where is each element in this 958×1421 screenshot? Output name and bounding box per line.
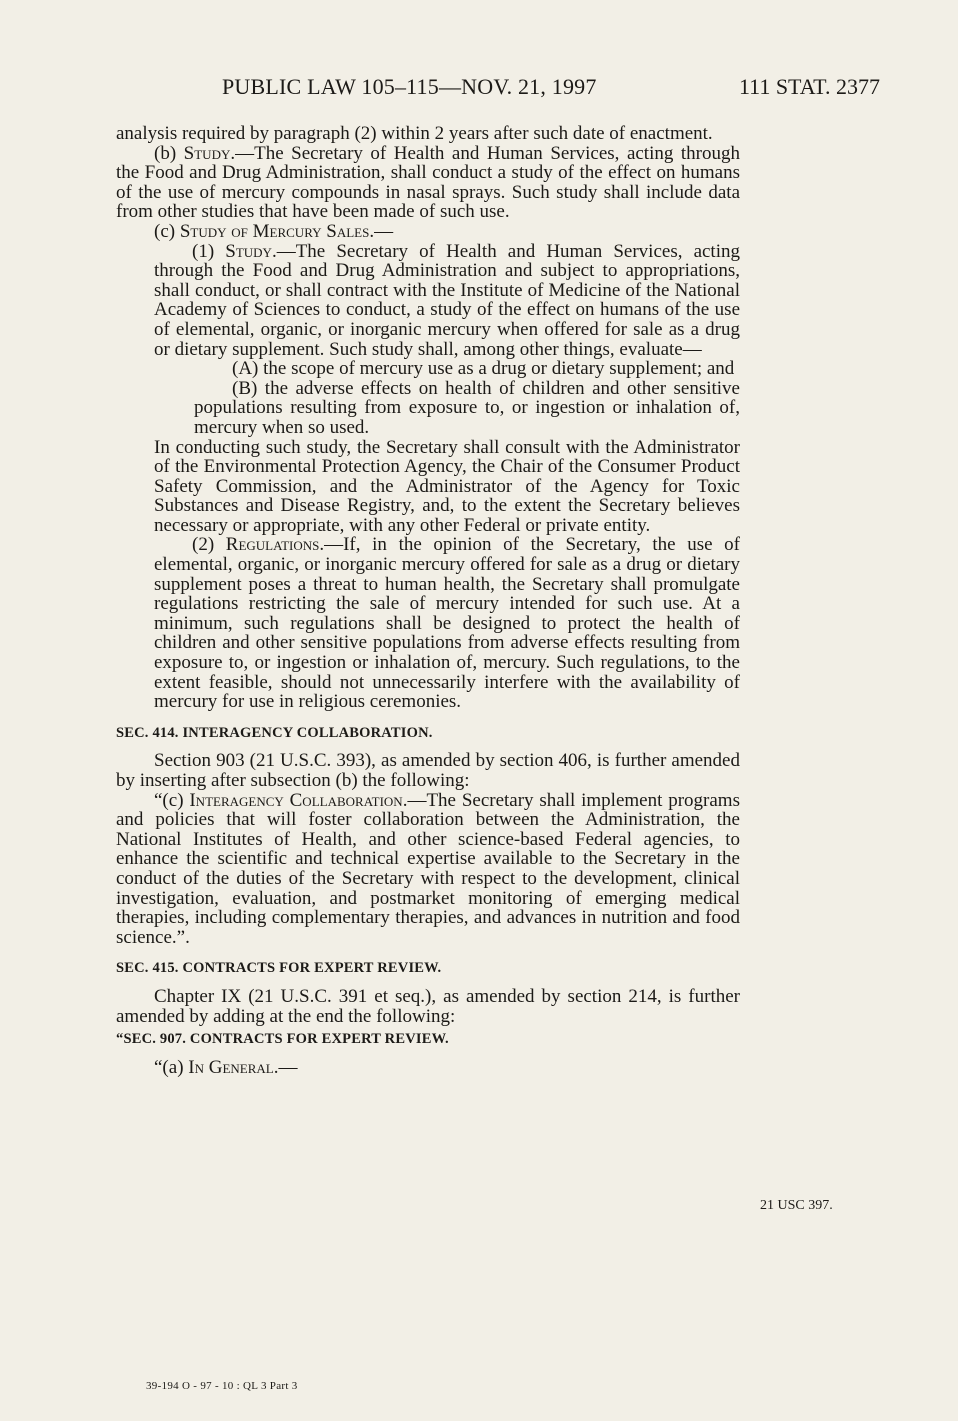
- page-footer: 39-194 O - 97 - 10 : QL 3 Part 3: [146, 1380, 298, 1392]
- section-907-subsection-a-heading: In General: [188, 1056, 274, 1078]
- paragraph-analysis: analysis required by paragraph (2) within 2 years after such date of enactment.: [116, 123, 713, 144]
- section-415-text: Chapter IX (21 U.S.C. 391 et seq.), as amended by section 214, is further amended by adding at the end the following:: [116, 985, 740, 1027]
- statute-reference: 111 STAT. 2377: [738, 74, 880, 99]
- paragraph-c1-consult: In conducting such study, the Secretary shall consult with the Administrator of the Environmental Protection Agency, the Chair of the Consumer Product Safety Commission, and the Administrator of the Agency for Toxic Substances and Disease Registry, and, to the extent the Secretary believes necessary or appropriate, with any other Federal or private entity.: [154, 436, 740, 536]
- section-415-heading: SEC. 415. CONTRACTS FOR EXPERT REVIEW.: [116, 960, 442, 977]
- section-414-text: Section 903 (21 U.S.C. 393), as amended by section 406, is further amended by inserting after subsection (b) the following:: [116, 750, 740, 791]
- paragraph-c1-heading: Study: [225, 240, 272, 262]
- section-414-subsection-c-heading: Interagency Collaboration: [189, 789, 403, 811]
- subsection-c: (c) Study of Mercury Sales.—: [154, 220, 394, 242]
- margin-note-usc: 21 USC 397.: [760, 1198, 833, 1213]
- subsection-b: (b) Study.—The Secretary of Health and Human Services, acting through the Food and Drug Administration, shall conduct a study of the effect on humans of the use of mercury compounds in nasal sprays. Such study shall include data from other studies that have been made of such use.: [116, 142, 740, 223]
- paragraph-c1: (1) Study.—The Secretary of Health and Human Services, acting through the Food and Drug Administration and subject to appropriations, shall conduct, or shall contract with the Institute of Medicine of the National Academy of Sciences to conduct, a study of the effect on humans of the use of elemental, organic, or inorganic mercury when offered for sale as a drug or dietary supplement. Such study shall, among other things, evaluate—: [154, 240, 740, 360]
- subsection-c-heading: Study of Mercury Sales: [179, 220, 370, 242]
- paragraph-c2-heading: Regulations: [225, 534, 320, 556]
- subparagraph-B: (B) the adverse effects on health of children and other sensitive populations resulting from exposure to, or ingestion or inhalation of, mercury when so used.: [194, 377, 740, 438]
- section-414-heading: SEC. 414. INTERAGENCY COLLABORATION.: [116, 724, 433, 741]
- running-head: PUBLIC LAW 105–115—NOV. 21, 1997: [222, 74, 597, 99]
- section-907-heading: “SEC. 907. CONTRACTS FOR EXPERT REVIEW.: [116, 1031, 449, 1048]
- subparagraph-A: (A) the scope of mercury use as a drug or dietary supplement; and: [232, 358, 735, 380]
- section-414-subsection-c: “(c) Interagency Collaboration.—The Secretary shall implement programs and policies that will foster collaboration between the Administration, the National Institutes of Health, and other science-based Federal agencies, to enhance the scientific and technical expertise available to the Secretary in the conduct of the duties of the Secretary with respect to the development, clinical investigation, evaluation, and postmarket monitoring of emerging medical therapies, including complementary therapies, and advances in nutrition and food science.”.: [116, 789, 740, 948]
- document-body: [116, 124, 740, 1077]
- page-header: [0, 74, 958, 104]
- section-907-subsection-a: “(a) In General.—: [154, 1056, 298, 1078]
- subsection-b-heading: Study: [183, 142, 231, 164]
- paragraph-c2: (2) Regulations.—If, in the opinion of the Secretary, the use of elemental, organic, or inorganic mercury offered for sale as a drug or dietary supplement poses a threat to human health, the Secretary shall promulgate regulations restricting the sale of mercury intended for such use. At a minimum, such regulations shall be designed to protect the health of children and other sensitive populations from adverse effects resulting from exposure to, or ingestion or inhalation of, mercury. Such regulations, to the extent feasible, should not unnecessarily interfere with the availability of mercury for use in religious ceremonies.: [154, 534, 740, 713]
